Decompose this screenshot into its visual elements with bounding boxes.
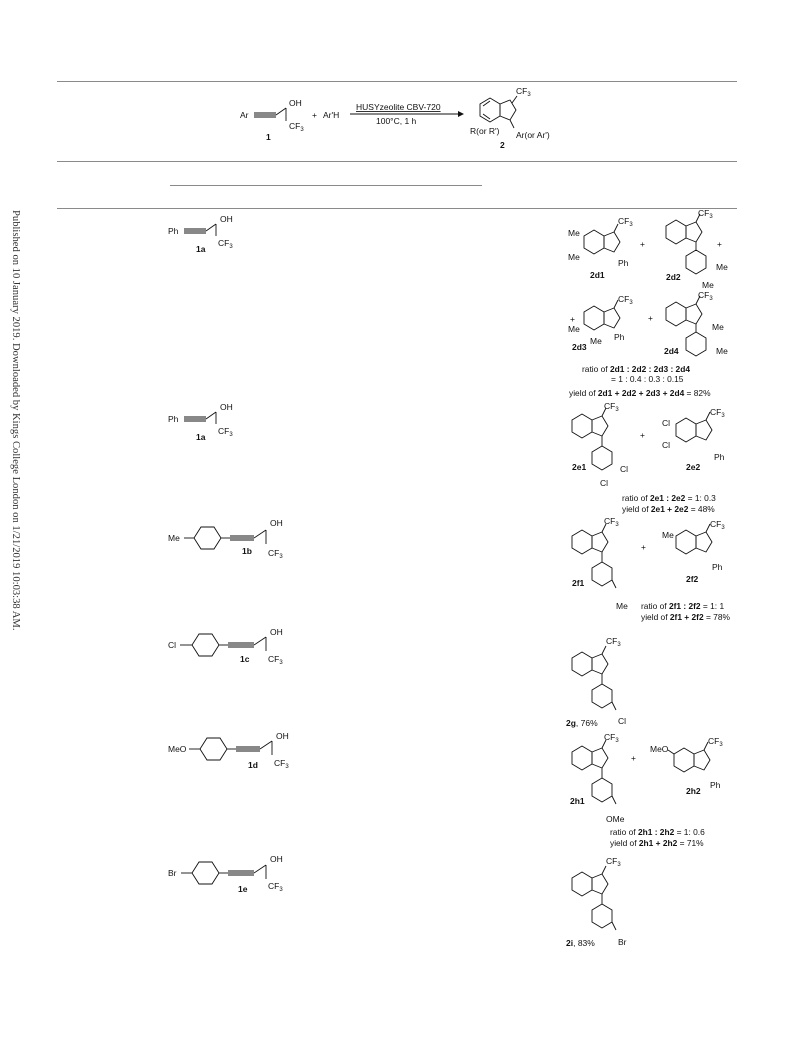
svg-text:Cl: Cl <box>600 478 609 488</box>
svg-text:CF3: $CF_3$ <box>710 519 725 531</box>
svg-text:CF3: $CF_3$ <box>618 216 633 228</box>
svg-text:OH: OH <box>270 627 283 637</box>
scheme-arene: Ar'H <box>323 110 340 120</box>
svg-text:Me: Me <box>662 530 674 540</box>
product-label: 2d3 <box>572 342 587 352</box>
scheme-product-cf3: $CF_3$ <box>516 86 531 98</box>
sidebar-text: Published on 10 January 2019. Downloaded by Kings College London on 1/21/2019 10:03:38 AM. <box>10 210 21 631</box>
svg-text:Cl: Cl <box>620 464 629 474</box>
note-2d-ratio-1: ratio of 2d1 : 2d2 : 2d3 : 2d4 <box>582 364 690 374</box>
product-2i <box>566 852 646 950</box>
substrate-subst: Ph <box>168 226 179 236</box>
scheme-plus: + <box>312 110 317 120</box>
svg-text:CF3: $CF_3$ <box>698 290 713 302</box>
substrate-subst: Ph <box>168 414 179 424</box>
product-label: 2e1 <box>572 462 587 472</box>
note-2d-ratio-2: = 1 : 0.4 : 0.3 : 0.15 <box>611 374 684 384</box>
note-2d-yield: yield of 2d1 + 2d2 + 2d3 + 2d4 = 82% <box>569 388 711 398</box>
note-2h-ratio: ratio of 2h1 : 2h2 = 1: 0.6 <box>610 827 705 837</box>
substrate-subst: Cl <box>168 640 177 650</box>
product-2d3 <box>566 294 636 356</box>
substrate-label: 1a <box>196 244 206 254</box>
scheme-conditions: 100°C, 1 h <box>376 116 417 126</box>
publication-sidebar <box>1 210 21 631</box>
svg-text:Me: Me <box>702 280 714 290</box>
svg-text:Ph: Ph <box>614 332 625 342</box>
svg-text:CF3: $CF_3$ <box>606 856 621 868</box>
svg-text:Cl: Cl <box>618 716 627 726</box>
substrate-1b <box>168 514 298 566</box>
scheme-cf3: $CF_3$ <box>289 121 304 133</box>
svg-text:CF3: $CF_3$ <box>604 516 619 528</box>
scheme-oh: OH <box>289 98 302 108</box>
substrate-label: 1e <box>238 884 248 894</box>
svg-text:OH: OH <box>270 518 283 528</box>
svg-text:Me: Me <box>568 252 580 262</box>
svg-text:CF3: $CF_3$ <box>604 732 619 744</box>
svg-text:OH: OH <box>220 402 233 412</box>
note-2h-yield: yield of 2h1 + 2h2 = 71% <box>610 838 704 848</box>
svg-text:OMe: OMe <box>606 814 625 824</box>
substrate-1a-top <box>168 210 278 260</box>
svg-text:CF3: $CF_3$ <box>218 238 233 250</box>
svg-text:OH: OH <box>220 214 233 224</box>
svg-text:CF3: $CF_3$ <box>604 401 619 413</box>
svg-text:CF3: $CF_3$ <box>218 426 233 438</box>
substrate-subst: Br <box>168 868 177 878</box>
scheme-ar: Ar <box>240 110 249 120</box>
product-label: 2f2 <box>686 574 699 584</box>
substrate-label: 1c <box>240 654 250 664</box>
product-2f2 <box>660 516 735 586</box>
product-label: 2h1 <box>570 796 585 806</box>
product-label: 2d4 <box>664 346 679 356</box>
table-subheader-rule <box>170 185 482 186</box>
svg-text:CF3: $CF_3$ <box>708 736 723 748</box>
product-2d1 <box>566 216 636 284</box>
note-2e-yield: yield of 2e1 + 2e2 = 48% <box>622 504 715 514</box>
product-label: 2i, 83% <box>566 938 595 948</box>
svg-text:CF3: $CF_3$ <box>274 758 289 770</box>
product-label: 2f1 <box>572 578 585 588</box>
svg-text:OH: OH <box>276 731 289 741</box>
product-label: 2e2 <box>686 462 701 472</box>
product-2d2 <box>660 208 735 294</box>
reaction-scheme <box>230 86 570 156</box>
scheme-reagent: HUSYzeolite CBV-720 <box>356 102 441 112</box>
svg-text:Me: Me <box>716 262 728 272</box>
product-label: 2h2 <box>686 786 701 796</box>
svg-text:CF3: $CF_3$ <box>268 654 283 666</box>
substrate-subst: Me <box>168 533 180 543</box>
table-body-rule <box>57 208 737 209</box>
scheme-ar-group: Ar(or Ar') <box>516 130 550 140</box>
product-label: 2d2 <box>666 272 681 282</box>
svg-text:Me: Me <box>716 346 728 356</box>
svg-text:CF3: $CF_3$ <box>606 636 621 648</box>
note-2f-yield: yield of 2f1 + 2f2 = 78% <box>641 612 730 622</box>
substrate-subst: MeO <box>168 744 187 754</box>
substrate-1a-second <box>168 398 278 448</box>
svg-text:CF3: $CF_3$ <box>268 548 283 560</box>
note-2f-ratio: ratio of 2f1 : 2f2 = 1: 1 <box>641 601 725 611</box>
product-2g <box>566 636 646 730</box>
svg-text:Me: Me <box>568 228 580 238</box>
scheme-reactant-label: 1 <box>266 132 271 142</box>
product-2h2 <box>650 732 730 802</box>
svg-text:Me: Me <box>712 322 724 332</box>
svg-text:CF3: $CF_3$ <box>710 407 725 419</box>
product-2e1 <box>566 400 646 492</box>
product-label: 2g, 76% <box>566 718 598 728</box>
scheme-r-group: R(or R') <box>470 126 500 136</box>
product-2f1 <box>566 516 642 610</box>
substrate-label: 1b <box>242 546 252 556</box>
svg-text:CF3: $CF_3$ <box>698 208 713 220</box>
svg-text:Cl: Cl <box>662 418 671 428</box>
svg-text:Me: Me <box>568 324 580 334</box>
table-top-rule <box>57 81 737 82</box>
svg-text:Ph: Ph <box>710 780 721 790</box>
svg-text:Me: Me <box>590 336 602 346</box>
substrate-1e <box>168 852 298 904</box>
svg-text:MeO: MeO <box>650 744 669 754</box>
note-2e-ratio: ratio of 2e1 : 2e2 = 1: 0.3 <box>622 493 716 503</box>
product-label: 2d1 <box>590 270 605 280</box>
product-2d4 <box>660 290 735 362</box>
svg-text:Br: Br <box>618 937 627 947</box>
substrate-label: 1d <box>248 760 258 770</box>
product-2e2 <box>660 404 735 476</box>
svg-text:Ph: Ph <box>618 258 629 268</box>
svg-text:Ph: Ph <box>712 562 723 572</box>
svg-text:Me: Me <box>616 601 628 611</box>
substrate-label: 1a <box>196 432 206 442</box>
table-header-rule <box>57 161 737 162</box>
svg-text:CF3: $CF_3$ <box>268 881 283 893</box>
svg-text:Ph: Ph <box>714 452 725 462</box>
substrate-1d <box>168 730 298 782</box>
product-2h1 <box>566 732 642 826</box>
substrate-1c <box>168 626 298 678</box>
svg-text:Cl: Cl <box>662 440 671 450</box>
svg-text:CF3: $CF_3$ <box>618 294 633 306</box>
svg-text:OH: OH <box>270 854 283 864</box>
scheme-product-label: 2 <box>500 140 505 150</box>
svg-text:+: + <box>570 314 575 324</box>
